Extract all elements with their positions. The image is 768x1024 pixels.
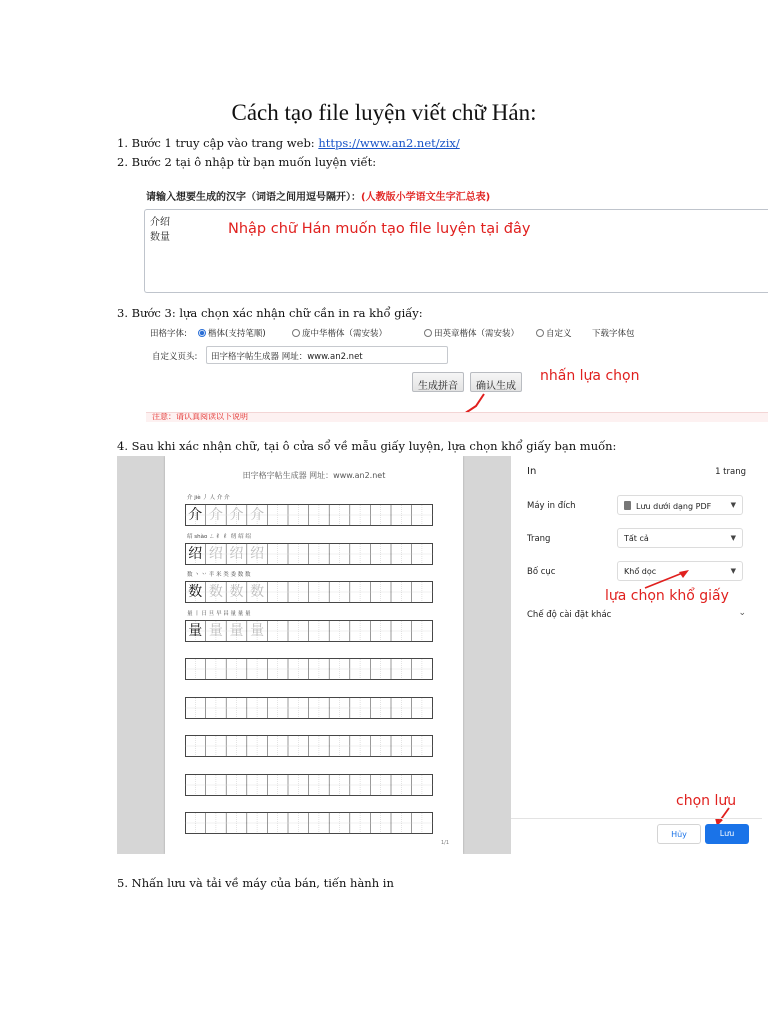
input-label <box>146 188 490 203</box>
confirm-generate-button[interactable]: 确认生成 <box>470 372 522 392</box>
font-option-custom[interactable] <box>536 327 572 339</box>
font-option-pang[interactable] <box>292 327 387 339</box>
practice-grid-row <box>185 812 433 836</box>
note-text: 注意：请认真阅读以下说明 <box>152 412 248 421</box>
font-option-tian-label: 田英章楷体（需安装） <box>434 329 520 339</box>
font-option-pang-label: 庞中华楷体（需安装） <box>302 329 388 339</box>
chevron-down-icon: ▼ <box>730 567 736 575</box>
input-label-text: 请输入想要生成的汉字（词语之间用逗号隔开）： <box>146 192 361 203</box>
word-1: 介绍 <box>150 217 170 228</box>
step-4: 4. Sau khi xác nhận chữ, tại ô cửa sổ về mẫu giấy luyện, lựa chọn khổ giấy bạn muốn: <box>117 439 617 453</box>
preview-title: 田字格字帖生成器 网址：www.an2.net <box>242 471 386 480</box>
radio-icon <box>292 329 300 337</box>
trace-character: 数 <box>208 584 223 600</box>
chevron-down-icon[interactable]: ⌄ <box>738 608 746 618</box>
input-screenshot <box>140 183 768 295</box>
pages-value: Tất cả <box>624 534 649 543</box>
save-annotation: chọn lưu <box>676 793 737 809</box>
print-settings-panel <box>511 456 762 854</box>
destination-select[interactable] <box>617 495 743 515</box>
practice-grid-row <box>185 774 433 798</box>
font-label: 田格字体: <box>150 329 187 339</box>
vocab-link[interactable]: (人教版小学语文生字汇总表) <box>361 192 491 203</box>
trace-character: 绍 <box>229 545 244 562</box>
radio-checked-icon <box>198 329 206 337</box>
trace-character: 数 <box>229 584 244 600</box>
word-2: 数量 <box>150 232 170 243</box>
radio-icon <box>536 329 544 337</box>
layout-label: Bố cục <box>527 567 556 577</box>
trace-character: 量 <box>250 622 265 639</box>
practice-grid-row <box>185 697 433 721</box>
options-screenshot <box>140 322 768 422</box>
pages-label: Trang <box>527 534 551 544</box>
header-label: 自定义页头: <box>152 352 198 362</box>
trace-character: 数 <box>250 584 265 600</box>
print-preview <box>165 456 463 854</box>
destination-value: Lưu dưới dạng PDF <box>636 502 712 511</box>
model-character: 介 <box>188 507 203 523</box>
practice-grid-row <box>185 658 433 682</box>
font-option-kaiti-label: 楷体(支持笔顺) <box>208 329 266 339</box>
an2-link[interactable]: https://www.an2.net/zix/ <box>318 136 460 150</box>
confirm-annotation: nhấn lựa chọn <box>540 368 640 384</box>
model-character: 绍 <box>188 545 203 562</box>
step-5: 5. Nhấn lưu và tải về máy của bán, tiến hành in <box>117 876 394 890</box>
trace-character: 量 <box>229 622 244 639</box>
input-annotation: Nhập chữ Hán muốn tạo file luyện tại đây <box>228 221 531 237</box>
step-1 <box>117 136 460 150</box>
destination-label: Máy in đích <box>527 501 576 511</box>
font-option-kaiti[interactable] <box>198 327 266 339</box>
chevron-down-icon: ▼ <box>730 534 736 542</box>
trace-character: 绍 <box>250 545 265 562</box>
model-character: 量 <box>188 622 203 639</box>
trace-character: 绍 <box>208 545 223 562</box>
page-title: Cách tạo file luyện viết chữ Hán: <box>231 100 537 125</box>
trace-character: 介 <box>208 507 223 523</box>
model-character: 数 <box>188 584 203 600</box>
trace-character: 介 <box>250 507 265 523</box>
step-2: 2. Bước 2 tại ô nhập từ bạn muốn luyện viết: <box>117 155 377 169</box>
layout-select[interactable] <box>617 561 743 581</box>
print-heading: In <box>527 466 537 477</box>
font-option-tian[interactable] <box>424 327 519 339</box>
save-button[interactable]: Lưu <box>705 824 749 844</box>
step-1-text: 1. Bước 1 truy cập vào trang web: <box>117 136 319 150</box>
pinyin-line: 数 丶 丷 半 米 类 娄 数 数 <box>187 572 251 578</box>
pinyin-line: 绍 shào ㄥ 纟 纟 纫 绍 绍 <box>187 533 251 540</box>
cancel-button[interactable]: Hủy <box>657 824 701 844</box>
chevron-down-icon: ▼ <box>730 501 736 509</box>
download-font-link[interactable]: 下载字体包 <box>592 329 635 339</box>
hanzi-words <box>150 215 170 245</box>
step-3: 3. Bước 3: lựa chọn xác nhận chữ cần in ra khổ giấy: <box>117 306 423 320</box>
radio-icon <box>424 329 432 337</box>
pinyin-line: 介 jiè 丿 人 介 介 <box>187 495 230 501</box>
preview-page-number: 1/1 <box>440 840 449 846</box>
header-input[interactable]: 田字格字帖生成器 网址：www.an2.net <box>206 346 448 364</box>
practice-grid-row <box>185 735 433 759</box>
page-count: 1 trang <box>715 467 746 477</box>
note-strip <box>146 412 768 422</box>
pinyin-line: 量 丨 日 旦 早 昌 量 量 量 <box>187 610 251 617</box>
more-settings-label[interactable]: Chế độ cài đặt khác <box>527 610 612 620</box>
document-icon <box>624 501 631 510</box>
layout-value: Khổ dọc <box>624 567 657 576</box>
trace-character: 量 <box>208 622 223 639</box>
pages-select[interactable] <box>617 528 743 548</box>
trace-character: 介 <box>229 507 244 523</box>
font-option-custom-label: 自定义 <box>546 329 572 339</box>
paper-size-annotation: lựa chọn khổ giấy <box>605 588 729 604</box>
print-dialog-screenshot <box>117 456 762 854</box>
generate-pinyin-button[interactable]: 生成拼音 <box>412 372 464 392</box>
